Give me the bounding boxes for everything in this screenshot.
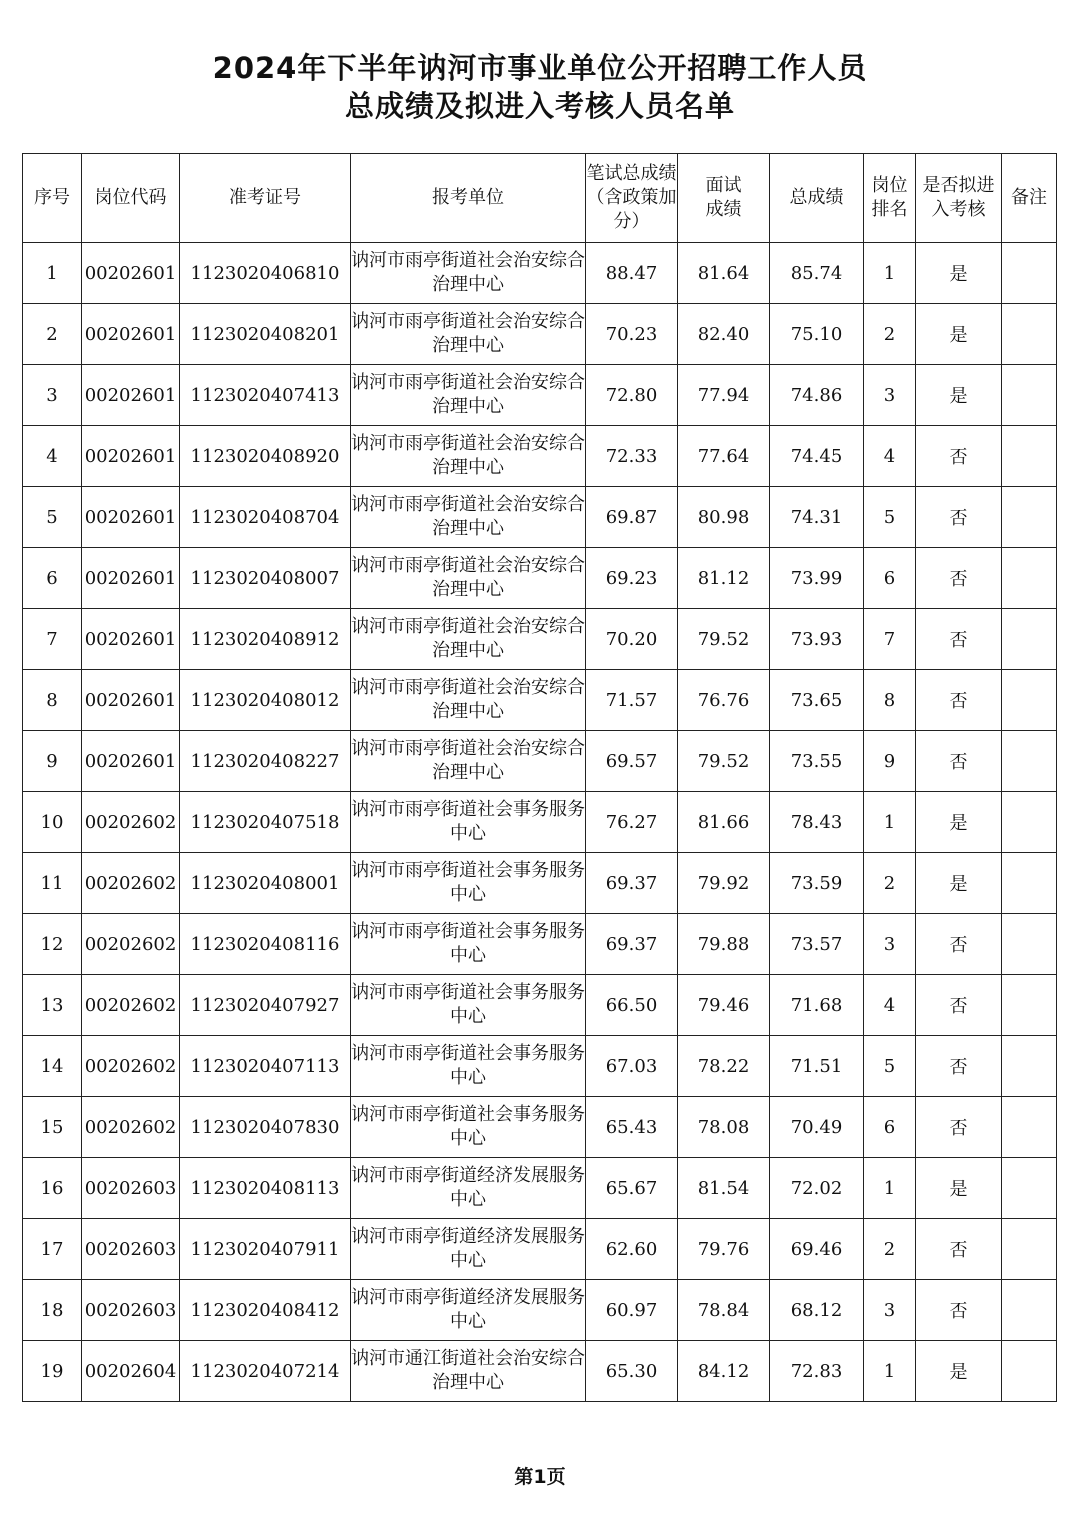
cell-index: 10	[23, 792, 82, 853]
cell-ticket-number: 1123020407927	[180, 975, 351, 1036]
table-row	[23, 853, 1057, 914]
cell-ticket-number: 1123020408012	[180, 670, 351, 731]
cell-rank: 3	[864, 1280, 916, 1341]
table-row	[23, 1097, 1057, 1158]
cell-unit: 讷河市雨亭街道社会治安综合治理中心	[351, 487, 586, 548]
cell-enter-assessment: 否	[916, 1219, 1002, 1280]
cell-enter-assessment: 否	[916, 609, 1002, 670]
cell-ticket-number: 1123020408704	[180, 487, 351, 548]
cell-remarks	[1002, 365, 1057, 426]
cell-ticket-number: 1123020407214	[180, 1341, 351, 1402]
cell-enter-assessment: 否	[916, 548, 1002, 609]
header-index: 序号	[23, 154, 82, 243]
table-row	[23, 365, 1057, 426]
cell-unit: 讷河市雨亭街道社会事务服务中心	[351, 792, 586, 853]
cell-ticket-number: 1123020408001	[180, 853, 351, 914]
cell-unit: 讷河市雨亭街道社会治安综合治理中心	[351, 548, 586, 609]
cell-ticket-number: 1123020407830	[180, 1097, 351, 1158]
cell-interview-score: 81.12	[678, 548, 770, 609]
cell-remarks	[1002, 853, 1057, 914]
cell-total-score: 72.83	[770, 1341, 864, 1402]
cell-total-score: 73.65	[770, 670, 864, 731]
cell-unit: 讷河市雨亭街道社会事务服务中心	[351, 1097, 586, 1158]
cell-position-code: 00202602	[82, 853, 180, 914]
cell-index: 11	[23, 853, 82, 914]
cell-position-code: 00202601	[82, 243, 180, 304]
cell-unit: 讷河市雨亭街道社会治安综合治理中心	[351, 426, 586, 487]
cell-rank: 4	[864, 426, 916, 487]
cell-index: 1	[23, 243, 82, 304]
cell-total-score: 85.74	[770, 243, 864, 304]
cell-position-code: 00202602	[82, 792, 180, 853]
table-row	[23, 1158, 1057, 1219]
cell-index: 18	[23, 1280, 82, 1341]
cell-written-score: 66.50	[586, 975, 678, 1036]
header-remarks: 备注	[1002, 154, 1057, 243]
cell-total-score: 74.86	[770, 365, 864, 426]
cell-index: 17	[23, 1219, 82, 1280]
cell-index: 19	[23, 1341, 82, 1402]
cell-unit: 讷河市雨亭街道社会治安综合治理中心	[351, 243, 586, 304]
cell-total-score: 71.51	[770, 1036, 864, 1097]
cell-interview-score: 77.94	[678, 365, 770, 426]
cell-written-score: 88.47	[586, 243, 678, 304]
results-table	[22, 153, 1057, 1402]
cell-remarks	[1002, 670, 1057, 731]
cell-unit: 讷河市雨亭街道经济发展服务中心	[351, 1280, 586, 1341]
cell-rank: 9	[864, 731, 916, 792]
cell-remarks	[1002, 731, 1057, 792]
cell-remarks	[1002, 609, 1057, 670]
cell-interview-score: 81.64	[678, 243, 770, 304]
cell-interview-score: 79.52	[678, 609, 770, 670]
table-row	[23, 426, 1057, 487]
cell-total-score: 73.93	[770, 609, 864, 670]
header-enter-assessment: 是否拟进入考核	[916, 154, 1002, 243]
cell-unit: 讷河市雨亭街道社会治安综合治理中心	[351, 731, 586, 792]
cell-remarks	[1002, 1158, 1057, 1219]
cell-unit: 讷河市雨亭街道社会事务服务中心	[351, 975, 586, 1036]
cell-ticket-number: 1123020408920	[180, 426, 351, 487]
cell-ticket-number: 1123020407911	[180, 1219, 351, 1280]
cell-ticket-number: 1123020408227	[180, 731, 351, 792]
cell-interview-score: 79.46	[678, 975, 770, 1036]
cell-unit: 讷河市雨亭街道社会治安综合治理中心	[351, 365, 586, 426]
cell-enter-assessment: 是	[916, 853, 1002, 914]
cell-ticket-number: 1123020408007	[180, 548, 351, 609]
cell-remarks	[1002, 487, 1057, 548]
cell-enter-assessment: 否	[916, 731, 1002, 792]
cell-remarks	[1002, 1097, 1057, 1158]
cell-rank: 1	[864, 792, 916, 853]
table-row	[23, 1036, 1057, 1097]
cell-index: 5	[23, 487, 82, 548]
table-row	[23, 731, 1057, 792]
table-row	[23, 487, 1057, 548]
cell-written-score: 69.37	[586, 853, 678, 914]
cell-rank: 2	[864, 853, 916, 914]
cell-rank: 5	[864, 487, 916, 548]
cell-rank: 6	[864, 1097, 916, 1158]
cell-position-code: 00202603	[82, 1219, 180, 1280]
cell-ticket-number: 1123020407518	[180, 792, 351, 853]
cell-interview-score: 77.64	[678, 426, 770, 487]
cell-position-code: 00202601	[82, 731, 180, 792]
header-position-rank: 岗位排名	[864, 154, 916, 243]
cell-enter-assessment: 否	[916, 670, 1002, 731]
cell-unit: 讷河市通江街道社会治安综合治理中心	[351, 1341, 586, 1402]
cell-ticket-number: 1123020408116	[180, 914, 351, 975]
cell-total-score: 73.57	[770, 914, 864, 975]
table-row	[23, 548, 1057, 609]
cell-unit: 讷河市雨亭街道社会治安综合治理中心	[351, 304, 586, 365]
header-interview-score: 面试成绩	[678, 154, 770, 243]
cell-index: 6	[23, 548, 82, 609]
header-ticket-number: 准考证号	[180, 154, 351, 243]
header-written-score: 笔试总成绩（含政策加分）	[586, 154, 678, 243]
table-row	[23, 1219, 1057, 1280]
cell-position-code: 00202601	[82, 670, 180, 731]
cell-written-score: 71.57	[586, 670, 678, 731]
cell-position-code: 00202601	[82, 426, 180, 487]
cell-index: 2	[23, 304, 82, 365]
cell-written-score: 69.87	[586, 487, 678, 548]
table-row	[23, 1341, 1057, 1402]
cell-rank: 2	[864, 304, 916, 365]
cell-enter-assessment: 是	[916, 1341, 1002, 1402]
cell-index: 7	[23, 609, 82, 670]
cell-total-score: 71.68	[770, 975, 864, 1036]
cell-rank: 5	[864, 1036, 916, 1097]
document-title-line-1: 2024年下半年讷河市事业单位公开招聘工作人员	[212, 51, 868, 85]
cell-enter-assessment: 是	[916, 243, 1002, 304]
cell-total-score: 74.31	[770, 487, 864, 548]
cell-index: 4	[23, 426, 82, 487]
cell-enter-assessment: 否	[916, 1036, 1002, 1097]
cell-enter-assessment: 否	[916, 1097, 1002, 1158]
cell-rank: 1	[864, 1341, 916, 1402]
cell-remarks	[1002, 1219, 1057, 1280]
cell-written-score: 76.27	[586, 792, 678, 853]
cell-position-code: 00202602	[82, 1036, 180, 1097]
cell-remarks	[1002, 1280, 1057, 1341]
cell-written-score: 65.30	[586, 1341, 678, 1402]
table-row	[23, 243, 1057, 304]
cell-remarks	[1002, 1036, 1057, 1097]
cell-total-score: 69.46	[770, 1219, 864, 1280]
cell-ticket-number: 1123020406810	[180, 243, 351, 304]
cell-total-score: 68.12	[770, 1280, 864, 1341]
cell-interview-score: 78.84	[678, 1280, 770, 1341]
cell-enter-assessment: 否	[916, 914, 1002, 975]
table-row	[23, 975, 1057, 1036]
cell-remarks	[1002, 548, 1057, 609]
cell-interview-score: 82.40	[678, 304, 770, 365]
cell-total-score: 74.45	[770, 426, 864, 487]
table-row	[23, 609, 1057, 670]
cell-unit: 讷河市雨亭街道经济发展服务中心	[351, 1219, 586, 1280]
cell-position-code: 00202603	[82, 1158, 180, 1219]
cell-position-code: 00202601	[82, 365, 180, 426]
cell-enter-assessment: 否	[916, 975, 1002, 1036]
cell-interview-score: 78.22	[678, 1036, 770, 1097]
cell-unit: 讷河市雨亭街道经济发展服务中心	[351, 1158, 586, 1219]
cell-unit: 讷河市雨亭街道社会事务服务中心	[351, 914, 586, 975]
cell-interview-score: 81.66	[678, 792, 770, 853]
cell-rank: 7	[864, 609, 916, 670]
table-row	[23, 304, 1057, 365]
document-title-line-2: 总成绩及拟进入考核人员名单	[344, 89, 735, 123]
table-row	[23, 1280, 1057, 1341]
cell-total-score: 73.99	[770, 548, 864, 609]
cell-enter-assessment: 是	[916, 1158, 1002, 1219]
cell-total-score: 70.49	[770, 1097, 864, 1158]
table-header	[23, 154, 1057, 243]
cell-index: 15	[23, 1097, 82, 1158]
cell-enter-assessment: 是	[916, 792, 1002, 853]
cell-index: 13	[23, 975, 82, 1036]
cell-total-score: 73.55	[770, 731, 864, 792]
cell-position-code: 00202604	[82, 1341, 180, 1402]
cell-remarks	[1002, 426, 1057, 487]
cell-written-score: 65.67	[586, 1158, 678, 1219]
cell-rank: 1	[864, 1158, 916, 1219]
table-row	[23, 670, 1057, 731]
cell-interview-score: 79.76	[678, 1219, 770, 1280]
cell-remarks	[1002, 975, 1057, 1036]
cell-ticket-number: 1123020408113	[180, 1158, 351, 1219]
cell-unit: 讷河市雨亭街道社会治安综合治理中心	[351, 670, 586, 731]
cell-remarks	[1002, 243, 1057, 304]
cell-rank: 1	[864, 243, 916, 304]
cell-enter-assessment: 是	[916, 304, 1002, 365]
cell-written-score: 72.33	[586, 426, 678, 487]
cell-interview-score: 79.92	[678, 853, 770, 914]
cell-rank: 4	[864, 975, 916, 1036]
cell-index: 16	[23, 1158, 82, 1219]
cell-enter-assessment: 否	[916, 1280, 1002, 1341]
cell-total-score: 75.10	[770, 304, 864, 365]
cell-index: 14	[23, 1036, 82, 1097]
cell-interview-score: 79.88	[678, 914, 770, 975]
cell-interview-score: 76.76	[678, 670, 770, 731]
cell-position-code: 00202601	[82, 304, 180, 365]
cell-remarks	[1002, 1341, 1057, 1402]
cell-total-score: 78.43	[770, 792, 864, 853]
cell-rank: 2	[864, 1219, 916, 1280]
cell-ticket-number: 1123020407413	[180, 365, 351, 426]
cell-unit: 讷河市雨亭街道社会事务服务中心	[351, 1036, 586, 1097]
cell-enter-assessment: 否	[916, 426, 1002, 487]
cell-index: 12	[23, 914, 82, 975]
cell-written-score: 60.97	[586, 1280, 678, 1341]
cell-written-score: 67.03	[586, 1036, 678, 1097]
cell-written-score: 70.20	[586, 609, 678, 670]
cell-position-code: 00202601	[82, 609, 180, 670]
header-position-code: 岗位代码	[82, 154, 180, 243]
cell-position-code: 00202601	[82, 548, 180, 609]
cell-written-score: 65.43	[586, 1097, 678, 1158]
cell-position-code: 00202602	[82, 1097, 180, 1158]
cell-enter-assessment: 是	[916, 365, 1002, 426]
cell-total-score: 72.02	[770, 1158, 864, 1219]
cell-interview-score: 81.54	[678, 1158, 770, 1219]
cell-unit: 讷河市雨亭街道社会治安综合治理中心	[351, 609, 586, 670]
page-number: 第1页	[514, 1466, 566, 1488]
cell-position-code: 00202601	[82, 487, 180, 548]
cell-ticket-number: 1123020408412	[180, 1280, 351, 1341]
cell-ticket-number: 1123020408201	[180, 304, 351, 365]
cell-unit: 讷河市雨亭街道社会事务服务中心	[351, 853, 586, 914]
cell-total-score: 73.59	[770, 853, 864, 914]
cell-written-score: 62.60	[586, 1219, 678, 1280]
cell-position-code: 00202603	[82, 1280, 180, 1341]
cell-ticket-number: 1123020408912	[180, 609, 351, 670]
cell-interview-score: 79.52	[678, 731, 770, 792]
cell-index: 9	[23, 731, 82, 792]
cell-rank: 3	[864, 365, 916, 426]
cell-remarks	[1002, 792, 1057, 853]
cell-rank: 6	[864, 548, 916, 609]
cell-remarks	[1002, 304, 1057, 365]
cell-written-score: 69.57	[586, 731, 678, 792]
cell-written-score: 69.23	[586, 548, 678, 609]
table-body	[23, 243, 1057, 1402]
table-row	[23, 792, 1057, 853]
cell-written-score: 72.80	[586, 365, 678, 426]
cell-rank: 8	[864, 670, 916, 731]
header-unit: 报考单位	[351, 154, 586, 243]
cell-enter-assessment: 否	[916, 487, 1002, 548]
table-row	[23, 914, 1057, 975]
cell-index: 8	[23, 670, 82, 731]
cell-interview-score: 84.12	[678, 1341, 770, 1402]
header-total-score: 总成绩	[770, 154, 864, 243]
cell-rank: 3	[864, 914, 916, 975]
cell-position-code: 00202602	[82, 914, 180, 975]
cell-written-score: 69.37	[586, 914, 678, 975]
cell-ticket-number: 1123020407113	[180, 1036, 351, 1097]
cell-written-score: 70.23	[586, 304, 678, 365]
cell-interview-score: 80.98	[678, 487, 770, 548]
cell-position-code: 00202602	[82, 975, 180, 1036]
cell-remarks	[1002, 914, 1057, 975]
cell-index: 3	[23, 365, 82, 426]
cell-interview-score: 78.08	[678, 1097, 770, 1158]
header-row	[23, 154, 1057, 243]
